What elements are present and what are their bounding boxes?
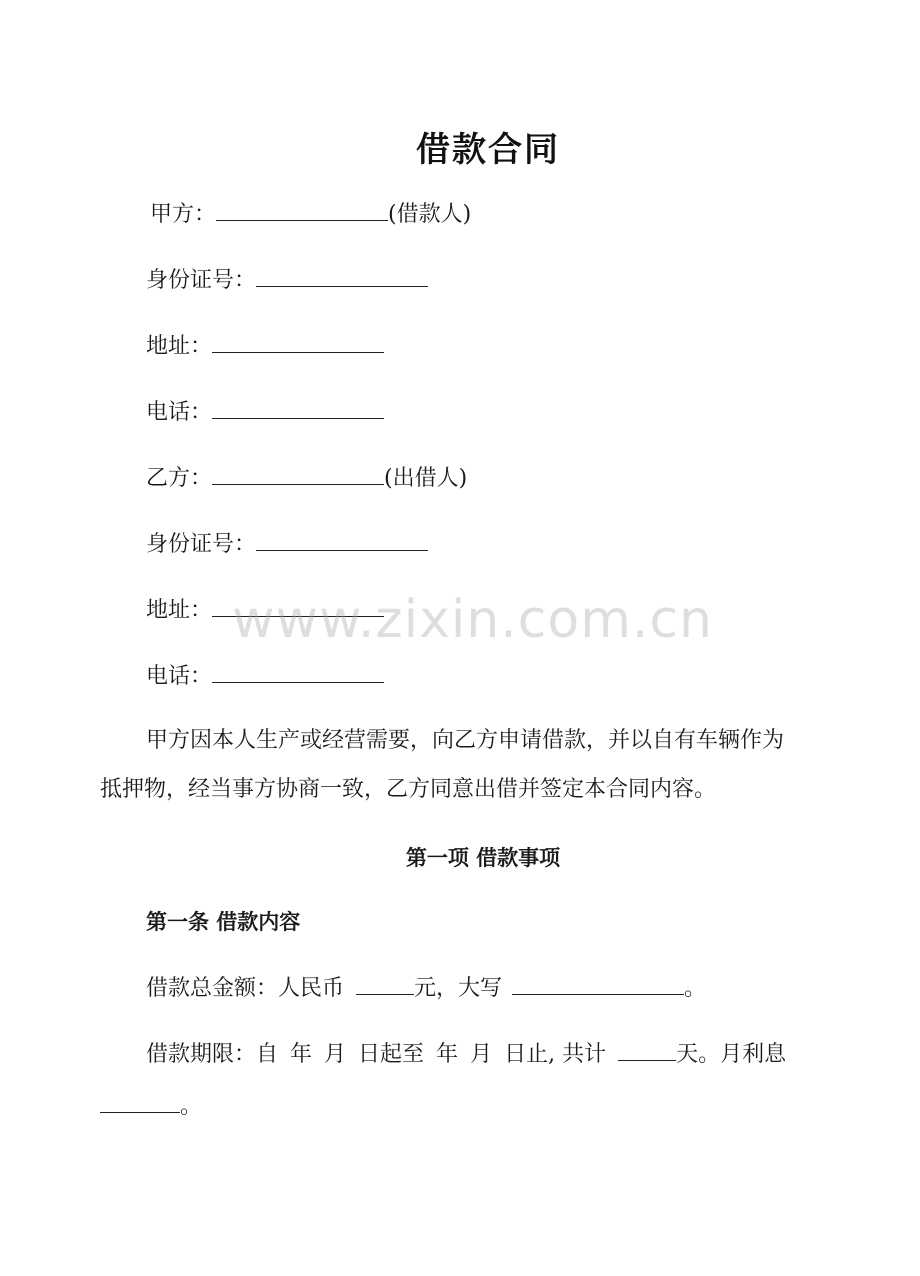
party-a-name-blank[interactable] [216, 198, 388, 221]
loan-term-day-1: 日起至 [358, 1042, 425, 1067]
document-title: 借款合同 [416, 130, 560, 170]
party-a-phone-label: 电话： [146, 400, 213, 425]
party-b-name-blank[interactable] [212, 462, 384, 485]
party-a-id-label: 身份证号： [146, 268, 257, 293]
intro-line-2: 抵押物，经当事方协商一致，乙方同意出借并签定本合同内容。 [100, 777, 717, 802]
party-a-id-line [146, 264, 428, 296]
party-b-phone-line [146, 660, 384, 692]
party-b-id-line [146, 528, 428, 560]
loan-amount-number-blank[interactable] [356, 972, 414, 995]
party-a-line [150, 198, 471, 230]
loan-amount-end: 。 [684, 976, 707, 1001]
monthly-interest-blank[interactable] [100, 1090, 180, 1113]
loan-amount-words-blank[interactable] [512, 972, 684, 995]
party-b-id-blank[interactable] [256, 528, 428, 551]
party-a-label: 甲方： [150, 202, 217, 227]
loan-term-month-2: 月 [470, 1042, 493, 1067]
article-heading: 第一条 借款内容 [146, 910, 301, 934]
loan-term-year-1: 年 [290, 1042, 313, 1067]
loan-term-month-1: 月 [324, 1042, 347, 1067]
loan-term-days-unit: 天。月利息 [676, 1042, 787, 1067]
loan-amount-unit: 元，大写 [414, 976, 503, 1001]
loan-term-day-2: 日止, 共计 [504, 1042, 607, 1067]
party-a-phone-line [146, 396, 384, 428]
loan-term-end: 。 [180, 1094, 203, 1119]
party-b-phone-blank[interactable] [212, 660, 384, 683]
loan-term-year-2: 年 [436, 1042, 459, 1067]
party-a-id-blank[interactable] [256, 264, 428, 287]
watermark: www.zixin.com.cn [232, 590, 713, 650]
party-b-phone-label: 电话： [146, 664, 213, 689]
loan-term-line [146, 1038, 786, 1070]
party-a-address-line [146, 330, 384, 362]
party-a-address-label: 地址： [146, 334, 213, 359]
party-b-role: (出借人) [384, 466, 468, 491]
loan-term-days-blank[interactable] [618, 1038, 676, 1061]
party-b-address-line [146, 594, 384, 626]
loan-term-label: 借款期限：自 [146, 1042, 279, 1067]
party-a-role: (借款人) [388, 202, 472, 227]
party-a-address-blank[interactable] [212, 330, 384, 353]
section-heading: 第一项 借款事项 [405, 846, 561, 870]
party-a-phone-blank[interactable] [212, 396, 384, 419]
interest-line [100, 1090, 202, 1122]
party-b-id-label: 身份证号： [146, 532, 257, 557]
intro-line-1: 甲方因本人生产或经营需要，向乙方申请借款，并以自有车辆作为 [146, 728, 785, 753]
party-b-address-blank[interactable] [212, 594, 384, 617]
party-b-label: 乙方： [146, 466, 213, 491]
party-b-line [146, 462, 467, 494]
loan-amount-label: 借款总金额：人民币 [146, 976, 345, 1001]
party-b-address-label: 地址： [146, 598, 213, 623]
loan-amount-line [146, 972, 706, 1004]
